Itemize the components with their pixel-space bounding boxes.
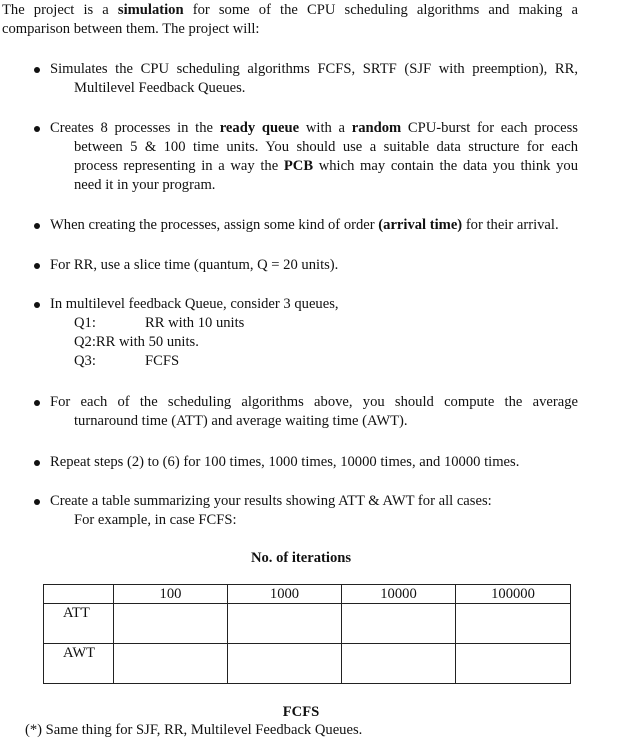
table-cell (114, 604, 228, 644)
bullet-item-repeat: Repeat steps (2) to (6) for 100 times, 1000 times, 10000 times, and 10000 times. (50, 454, 520, 470)
intro-line-1: The project is a simulation for some of the CPU scheduling algorithms and making a (2, 2, 578, 18)
bullet-dot (34, 67, 40, 73)
queue-q3-value: FCFS (145, 353, 180, 369)
bullet-item-table: Create a table summarizing your results showing ATT & AWT for all cases: For example, in case FCFS: (50, 493, 492, 528)
intro-line-2: comparison between them. The project will: (2, 21, 260, 37)
table-cell (228, 604, 342, 644)
table-corner-cell (44, 585, 114, 604)
table-cell (456, 604, 571, 644)
results-table (43, 584, 571, 684)
table-cell (456, 644, 571, 684)
bullet-dot (34, 126, 40, 132)
table-row (44, 604, 571, 644)
table-col-header: 100000 (456, 585, 571, 604)
table-cell (342, 644, 456, 684)
table-title: No. of iterations (250, 550, 352, 566)
bullet-item-arrival: When creating the processes, assign some kind of order (arrival time) for their arrival. (50, 217, 559, 233)
bullet-item-quantum: For RR, use a slice time (quantum, Q = 20 units). (50, 257, 339, 273)
table-col-header: 10000 (342, 585, 456, 604)
table-row-label: AWT (44, 644, 114, 684)
bullet-item-mlfq: In multilevel feedback Queue, consider 3 queues, (50, 296, 339, 312)
table-header-row (44, 585, 571, 604)
table-cell (228, 644, 342, 684)
bullet-dot (34, 400, 40, 406)
bullet-item-algorithms: Simulates the CPU scheduling algorithms FCFS, SRTF (SJF with preemption), RR, Multilevel Feedback Queues. (50, 61, 578, 96)
intro-paragraph (2, 1, 578, 39)
bullet-item-processes: Creates 8 processes in the ready queue with a random CPU-burst for each process between 5 & 100 time units. You should use a suitable data structure for each process representing in a way the PCB which may contain the data you think you need it in your program. (50, 120, 579, 193)
queue-q3: Q3: (74, 353, 96, 369)
table-caption: FCFS (282, 704, 320, 720)
table-col-header: 100 (114, 585, 228, 604)
bullet-dot (34, 499, 40, 505)
queue-q1-value: RR with 10 units (145, 315, 245, 331)
queue-q2: Q2:RR with 50 units. (74, 334, 199, 350)
footer-note: (*) Same thing for SJF, RR, Multilevel Feedback Queues. (25, 722, 363, 738)
table-col-header: 1000 (228, 585, 342, 604)
bullet-dot (34, 263, 40, 269)
bullet-dot (34, 460, 40, 466)
bullet-item-compute: For each of the scheduling algorithms above, you should compute the average turnaround time (ATT) and average waiting time (AWT). (50, 394, 578, 429)
table-row-label: ATT (44, 604, 114, 644)
queue-q1: Q1: (74, 315, 96, 331)
table-cell (342, 604, 456, 644)
bullet-dot (34, 302, 40, 308)
table-cell (114, 644, 228, 684)
table-row (44, 644, 571, 684)
bullet-dot (34, 223, 40, 229)
